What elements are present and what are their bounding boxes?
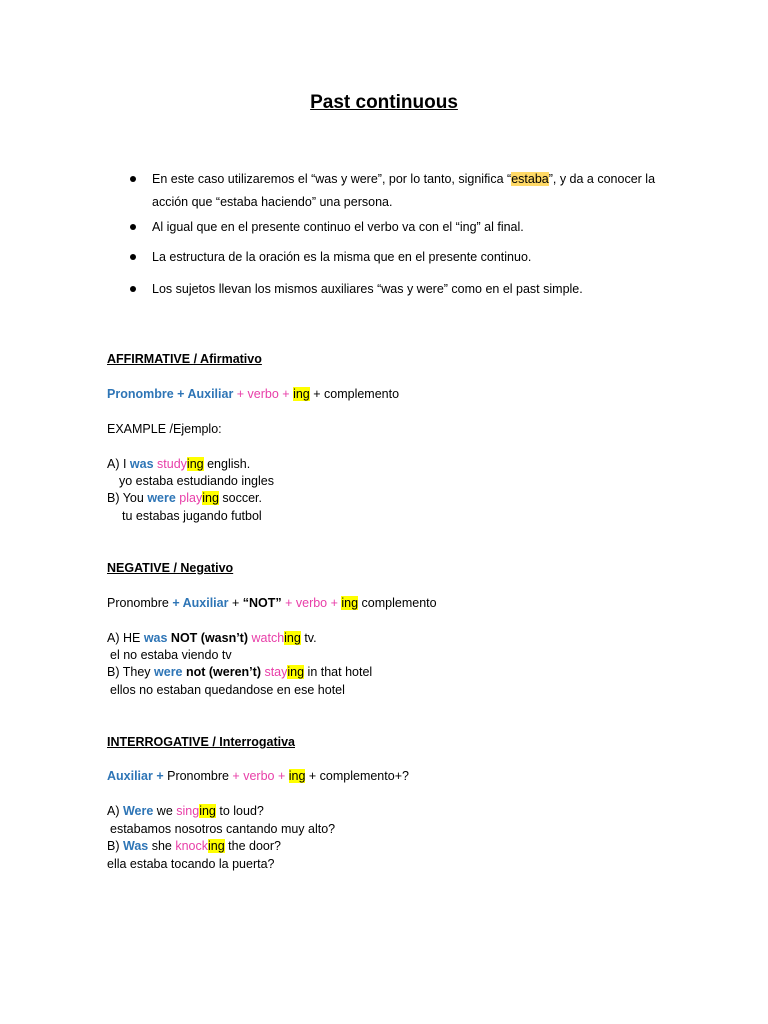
affirmative-translation-b: tu estabas jugando futbol xyxy=(122,509,262,523)
example-text: B) They xyxy=(107,665,155,679)
negative-translation-b: ellos no estaban quedandose en ese hotel xyxy=(110,683,345,697)
example-aux: was xyxy=(143,631,168,645)
bullet-item xyxy=(128,278,688,301)
example-neg: NOT (wasn’t) xyxy=(167,631,249,645)
formula-part: + complemento xyxy=(309,387,400,401)
example-text: B) You xyxy=(107,491,148,505)
example-ing: ing xyxy=(208,839,225,853)
bullet-text: Al igual que en el presente continuo el verbo va con el “ing” al final. xyxy=(152,220,524,234)
negative-heading: NEGATIVE / Negativo xyxy=(107,561,234,575)
formula-part: + verbo + xyxy=(228,769,289,783)
page-title: Past continuous xyxy=(310,92,458,113)
formula-not: “NOT” xyxy=(242,596,282,610)
example-verb: study xyxy=(153,457,187,471)
example-verb: play xyxy=(175,491,203,505)
bullet-text: La estructura de la oración es la misma que en el presente continuo. xyxy=(152,250,532,264)
bullet-text: acción que “estaba haciendo” una persona. xyxy=(152,195,393,209)
bullet-item xyxy=(128,216,688,239)
example-ing: ing xyxy=(284,631,301,645)
interrogative-translation-a: estabamos nosotros cantando muy alto? xyxy=(110,822,336,836)
formula-part: + xyxy=(228,596,243,610)
example-verb: sing xyxy=(176,804,200,818)
example-ing: ing xyxy=(199,804,216,818)
example-text: A) I xyxy=(107,457,130,471)
bullet-item xyxy=(128,246,688,269)
example-text: A) HE xyxy=(107,631,144,645)
interrogative-formula xyxy=(107,768,409,785)
example-verb: watch xyxy=(248,631,285,645)
bullet-text: ”, y da a conocer la xyxy=(548,172,656,186)
bullet-text: Los sujetos llevan los mismos auxiliares “was y were” como en el past simple. xyxy=(152,282,583,296)
formula-part: complemento xyxy=(358,596,437,610)
formula-part: Pronombre + Auxiliar xyxy=(107,387,234,401)
example-verb: knock xyxy=(175,839,208,853)
example-aux: Were xyxy=(122,804,154,818)
interrogative-example-b xyxy=(107,838,281,855)
formula-part: Auxiliar xyxy=(107,769,153,783)
example-aux: Was xyxy=(122,839,149,853)
bullet-text: En este caso utilizaremos el “was y were”, por lo tanto, significa “ xyxy=(152,172,512,186)
example-aux: was xyxy=(129,457,154,471)
negative-example-a xyxy=(107,630,317,647)
affirmative-translation-a: yo estaba estudiando ingles xyxy=(119,474,274,488)
example-ing: ing xyxy=(186,457,204,471)
example-text: she xyxy=(148,839,176,853)
formula-part: + verbo + xyxy=(281,596,342,610)
affirmative-example-a xyxy=(107,456,250,473)
negative-example-b xyxy=(107,664,372,681)
highlighted-word: estaba xyxy=(511,172,549,186)
example-text: we xyxy=(153,804,177,818)
interrogative-translation-b: ella estaba tocando la puerta? xyxy=(107,857,275,871)
formula-part: + xyxy=(152,769,168,783)
example-verb: stay xyxy=(260,665,288,679)
example-neg: not (weren’t) xyxy=(182,665,261,679)
formula-ing: ing xyxy=(341,596,359,610)
negative-formula xyxy=(107,595,437,612)
formula-part: Pronombre xyxy=(107,596,169,610)
example-label: EXAMPLE /Ejemplo: xyxy=(107,422,222,436)
example-text: in that hotel xyxy=(304,665,373,679)
affirmative-heading: AFFIRMATIVE / Afirmativo xyxy=(107,352,262,366)
formula-ing: ing xyxy=(288,769,306,783)
example-ing: ing xyxy=(202,491,219,505)
example-ing: ing xyxy=(287,665,305,679)
intro-bullet-list xyxy=(128,168,688,301)
example-text: B) xyxy=(107,839,123,853)
example-aux: were xyxy=(147,491,176,505)
example-text: english. xyxy=(203,457,251,471)
example-text: soccer. xyxy=(218,491,262,505)
example-aux: were xyxy=(154,665,183,679)
formula-ing: ing xyxy=(293,387,310,401)
formula-part: + Auxiliar xyxy=(168,596,229,610)
negative-translation-a: el no estaba viendo tv xyxy=(110,648,232,662)
example-text: the door? xyxy=(224,839,281,853)
example-text: tv. xyxy=(300,631,317,645)
interrogative-heading: INTERROGATIVE / Interrogativa xyxy=(107,735,295,749)
example-text: to loud? xyxy=(215,804,264,818)
formula-part: + verbo + xyxy=(233,387,294,401)
affirmative-example-b xyxy=(107,490,262,507)
example-text: A) xyxy=(107,804,123,818)
formula-part: Pronombre xyxy=(167,769,229,783)
formula-part: + complemento+? xyxy=(305,769,409,783)
affirmative-formula xyxy=(107,386,399,403)
interrogative-example-a xyxy=(107,803,264,820)
bullet-item xyxy=(128,168,688,214)
